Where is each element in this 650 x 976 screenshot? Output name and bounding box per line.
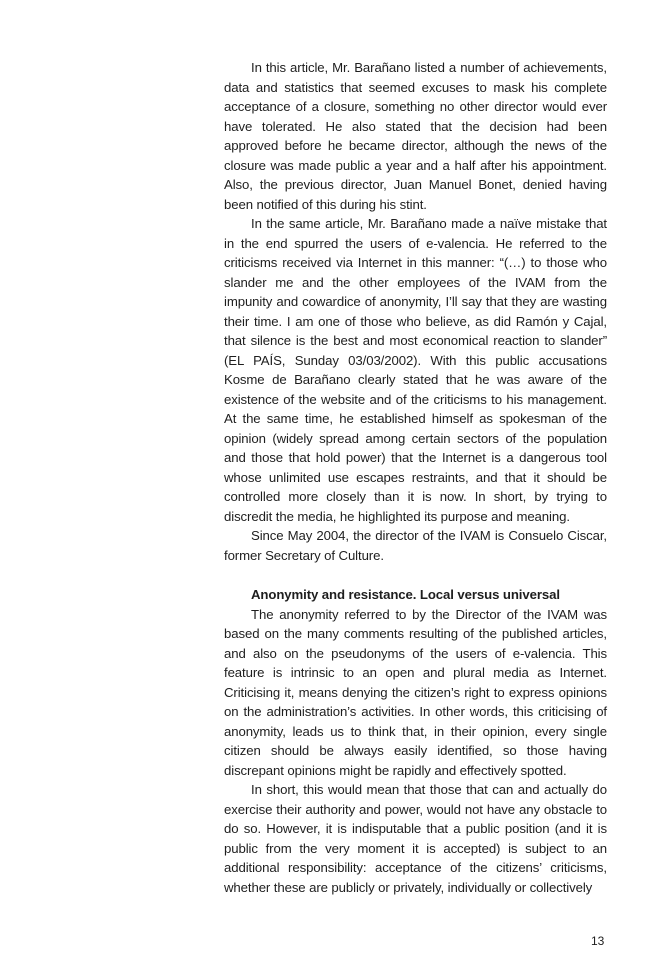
section-spacer bbox=[224, 565, 607, 585]
article-body bbox=[224, 58, 607, 897]
paragraph: In short, this would mean that those that can and actually do exercise their authority and power, would not have any obstacle to do so. However, it is indisputable that a public position (and it is public from the very moment it is accepted) is subject to an additional responsibility: acceptance of the citizens’ criticisms, whether these are publicly or privately, individually or collectively bbox=[224, 782, 607, 895]
page-number: 13 bbox=[591, 934, 605, 948]
paragraph: In the same article, Mr. Barañano made a naïve mistake that in the end spurred the users of e-valencia. He referred to the criticisms received via Internet in this manner: “(…) to those who slander me and the other employees of the IVAM from the impunity and cowardice of anonymity, I’ll say that they are wasting their time. I am one of those who believe, as did Ramón y Cajal, that silence is the best and most economical reaction to slander” (EL PAÍS, Sunday 03/03/2002). With this public accusations Kosme de Barañano clearly stated that he was aware of the existence of the website and of the criticisms to his management. At the same time, he established himself as spokesman of the opinion (widely spread among certain sectors of the population and those that hold power) that the Internet is a dangerous tool whose unlimited use escapes restraints, and that it should be controlled more closely than it is now. In short, by trying to discredit the media, he highlighted its purpose and meaning. bbox=[224, 216, 607, 524]
paragraph: In this article, Mr. Barañano listed a number of achievements, data and statistics that seemed excuses to mask his complete acceptance of a closure, something no other director would ever have tolerated. He also stated that the decision had been approved before he became director, although the news of the closure was made public a year and a half after his appointment. Also, the previous director, Juan Manuel Bonet, denied having been notified of this during his stint. bbox=[224, 60, 607, 212]
paragraph: Since May 2004, the director of the IVAM is Consuelo Ciscar, former Secretary of Culture. bbox=[224, 528, 607, 563]
paragraph: The anonymity referred to by the Director of the IVAM was based on the many comments resulting of the published articles, and also on the pseudonyms of the users of e-valencia. This feature is intrinsic to an open and plural media as Internet. Criticising it, means denying the citizen’s right to express opinions on the administration’s activities. In other words, this criticising of anonymity, leads us to think that, in their opinion, every single citizen should be always easily identified, so those having discrepant opinions might be rapidly and effectively spotted. bbox=[224, 606, 607, 778]
section-heading: Anonymity and resistance. Local versus universal bbox=[251, 587, 560, 602]
